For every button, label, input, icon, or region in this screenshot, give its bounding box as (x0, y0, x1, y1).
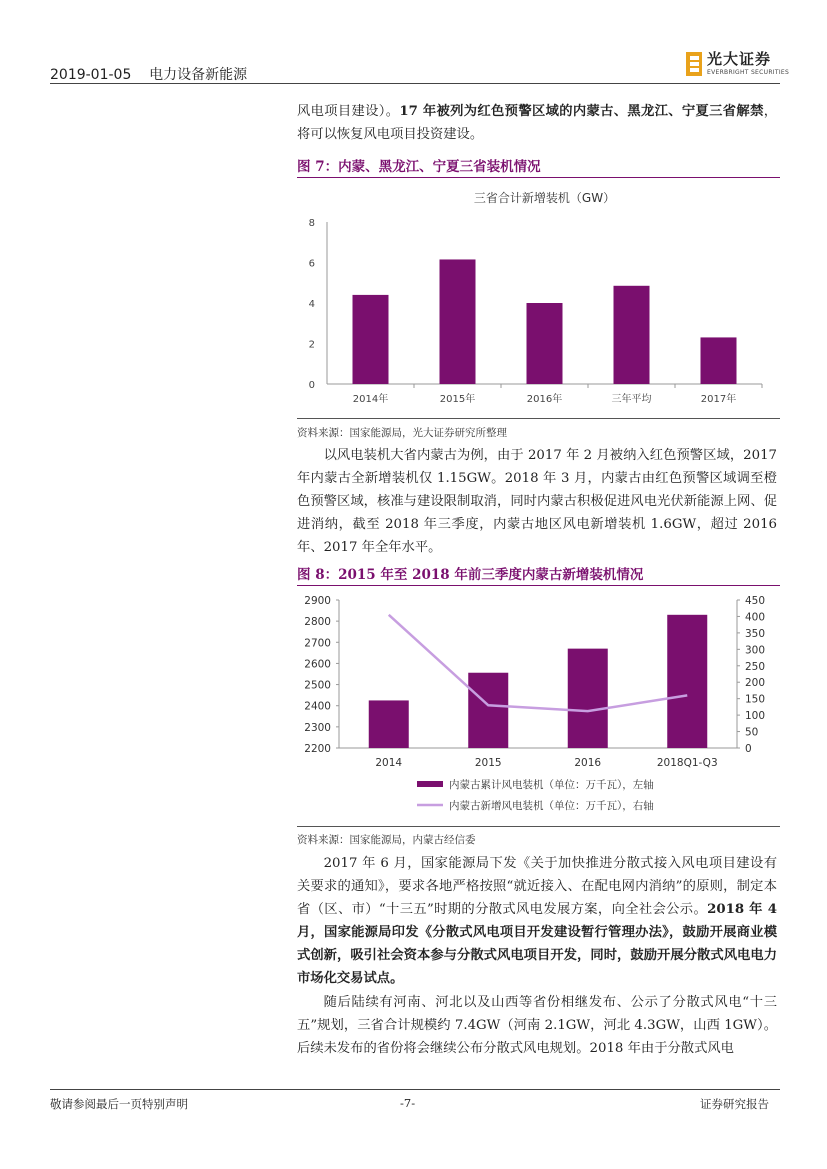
header-date-section: 2019-01-05 电力设备新能源 (50, 67, 248, 83)
chart1-bar (353, 295, 389, 384)
chart2-bar (369, 700, 409, 748)
chart2-ytick-left: 2200 (304, 743, 331, 755)
chart2-ytick-right: 400 (745, 611, 766, 624)
chart1-bar (614, 286, 650, 384)
chart2-xtick: 2015 (474, 757, 502, 769)
chart1-ytick: 8 (308, 218, 315, 229)
figure-7-chart (297, 178, 780, 418)
intro-text-bold: 17 年被列为红色预警区域的内蒙古、黑龙江、宁夏三省解禁 (399, 104, 764, 119)
chart2-legend-line-label: 内蒙古新增风电装机（单位：万千瓦），右轴 (449, 800, 654, 812)
chart2-ytick-left: 2500 (304, 679, 331, 692)
figure-7-source: 资料来源：国家能源局，光大证券研究所整理 (297, 427, 507, 439)
chart2-ytick-right: 350 (745, 627, 766, 640)
figure-7-bottom-rule (297, 418, 780, 419)
chart2-ytick-right: 300 (745, 644, 766, 657)
company-logo (686, 52, 789, 76)
chart1-xtick: 2016年 (526, 394, 563, 405)
chart2-ytick-left: 2600 (304, 658, 331, 671)
chart1-xtick: 三年平均 (611, 394, 652, 405)
paragraph-4: 随后陆续有河南、河北以及山西等省份相继发布、公示了分散式风电“十三五”规划，三省合计规模约 7.4GW（河南 2.1GW，河北 4.3GW，山西 1GW）。后续未发布的省份将会继续公布分散式风电规划。2018 年由于分散式风电 (297, 995, 777, 1056)
chart1-xtick: 2017年 (700, 394, 737, 405)
chart1-ytick: 6 (308, 258, 315, 270)
chart1-ytick: 0 (308, 380, 315, 391)
chart1-bar (527, 303, 563, 384)
chart2-xtick: 2018Q1-Q3 (656, 757, 718, 769)
chart2-ytick-left: 2400 (304, 700, 331, 713)
intro-paragraph (297, 100, 777, 146)
chart2-ytick-right: 100 (745, 710, 766, 723)
chart2-bar (667, 615, 707, 748)
chart2-ytick-right: 0 (745, 743, 752, 755)
chart2-line (389, 615, 688, 711)
paragraph-2: 以风电装机大省内蒙古为例，由于 2017 年 2 月被纳入红色预警区域，2017 年内蒙古全新增装机仅 1.15GW。2018 年 3 月，内蒙古由红色预警区域调至橙色预警区域，核准与建设限制取消，同时内蒙古积极促进风电光伏新能源上网、促进消纳，截至 2018 年三季度，内蒙古地区风电新增装机 1.6GW，超过 2016 年、2017 年全年水平。 (297, 448, 777, 555)
chart1-title: 三省合计新增装机（GW） (473, 191, 616, 205)
footer-report-type: 证券研究报告 (700, 1097, 769, 1111)
logo-name-cn: 光大证券 (707, 50, 772, 68)
chart1-xtick: 2014年 (352, 394, 389, 405)
paragraph-3-text: 2017 年 6 月，国家能源局下发《关于加快推进分散式接入风电项目建设有关要求的通知》，要求各地严格按照“就近接入、在配电网内消纳”的原则，制定本省（区、市）“十三五”时期的分散式风电发展方案，向全社会公示。 (297, 856, 777, 917)
chart2-ytick-left: 2700 (304, 637, 331, 650)
figure-8-bottom-rule (297, 826, 780, 827)
chart2-ytick-right: 450 (745, 595, 766, 607)
chart2-xtick: 2014 (375, 757, 403, 769)
chart2-legend-bar-swatch (417, 781, 443, 787)
chart1-bar (440, 259, 476, 384)
footer-disclaimer: 敬请参阅最后一页特别声明 (50, 1097, 188, 1111)
chart2-ytick-left: 2800 (304, 616, 331, 629)
chart1-ytick: 4 (308, 299, 315, 310)
chart2-xtick: 2016 (574, 757, 602, 769)
figure-7-title: 图 7：内蒙、黑龙江、宁夏三省装机情况 (297, 159, 541, 175)
chart2-ytick-left: 2900 (304, 595, 331, 607)
header-divider (50, 83, 780, 84)
chart2-bar (468, 673, 508, 748)
chart1-ytick: 2 (308, 339, 315, 351)
paragraph-3 (297, 852, 777, 990)
logo-name-en: EVERBRIGHT SECURITIES (707, 69, 790, 76)
paragraph-3-bold: 2018 年 4 月，国家能源局印发《分散式风电项目开发建设暂行管理办法》，鼓励开展商业模式创新，吸引社会资本参与分散式风电项目开发，同时，鼓励开展分散式风电电力市场化交易试点。 (297, 902, 777, 986)
logo-icon (686, 52, 702, 76)
intro-text-c: ，将可以恢复风电项目投资建设。 (297, 104, 777, 142)
chart2-ytick-right: 150 (745, 693, 766, 706)
figure-8-title: 图 8：2015 年至 2018 年前三季度内蒙古新增装机情况 (297, 567, 644, 583)
chart2-ytick-right: 200 (745, 677, 766, 690)
chart1-xtick: 2015年 (439, 394, 476, 405)
figure-8-source: 资料来源：国家能源局，内蒙古经信委 (297, 834, 476, 846)
figure-8-chart (297, 586, 780, 826)
chart2-ytick-right: 250 (745, 660, 766, 673)
chart2-ytick-left: 2300 (304, 721, 331, 734)
chart2-legend-bar-label: 内蒙古累计风电装机（单位：万千瓦），左轴 (449, 779, 654, 791)
page-number: -7- (400, 1096, 416, 1110)
chart2-bar (568, 649, 608, 748)
footer-divider (50, 1089, 780, 1090)
chart2-ytick-right: 50 (745, 726, 759, 739)
intro-text-a: 风电项目建设）。 (297, 104, 400, 119)
chart1-bar (701, 337, 737, 384)
